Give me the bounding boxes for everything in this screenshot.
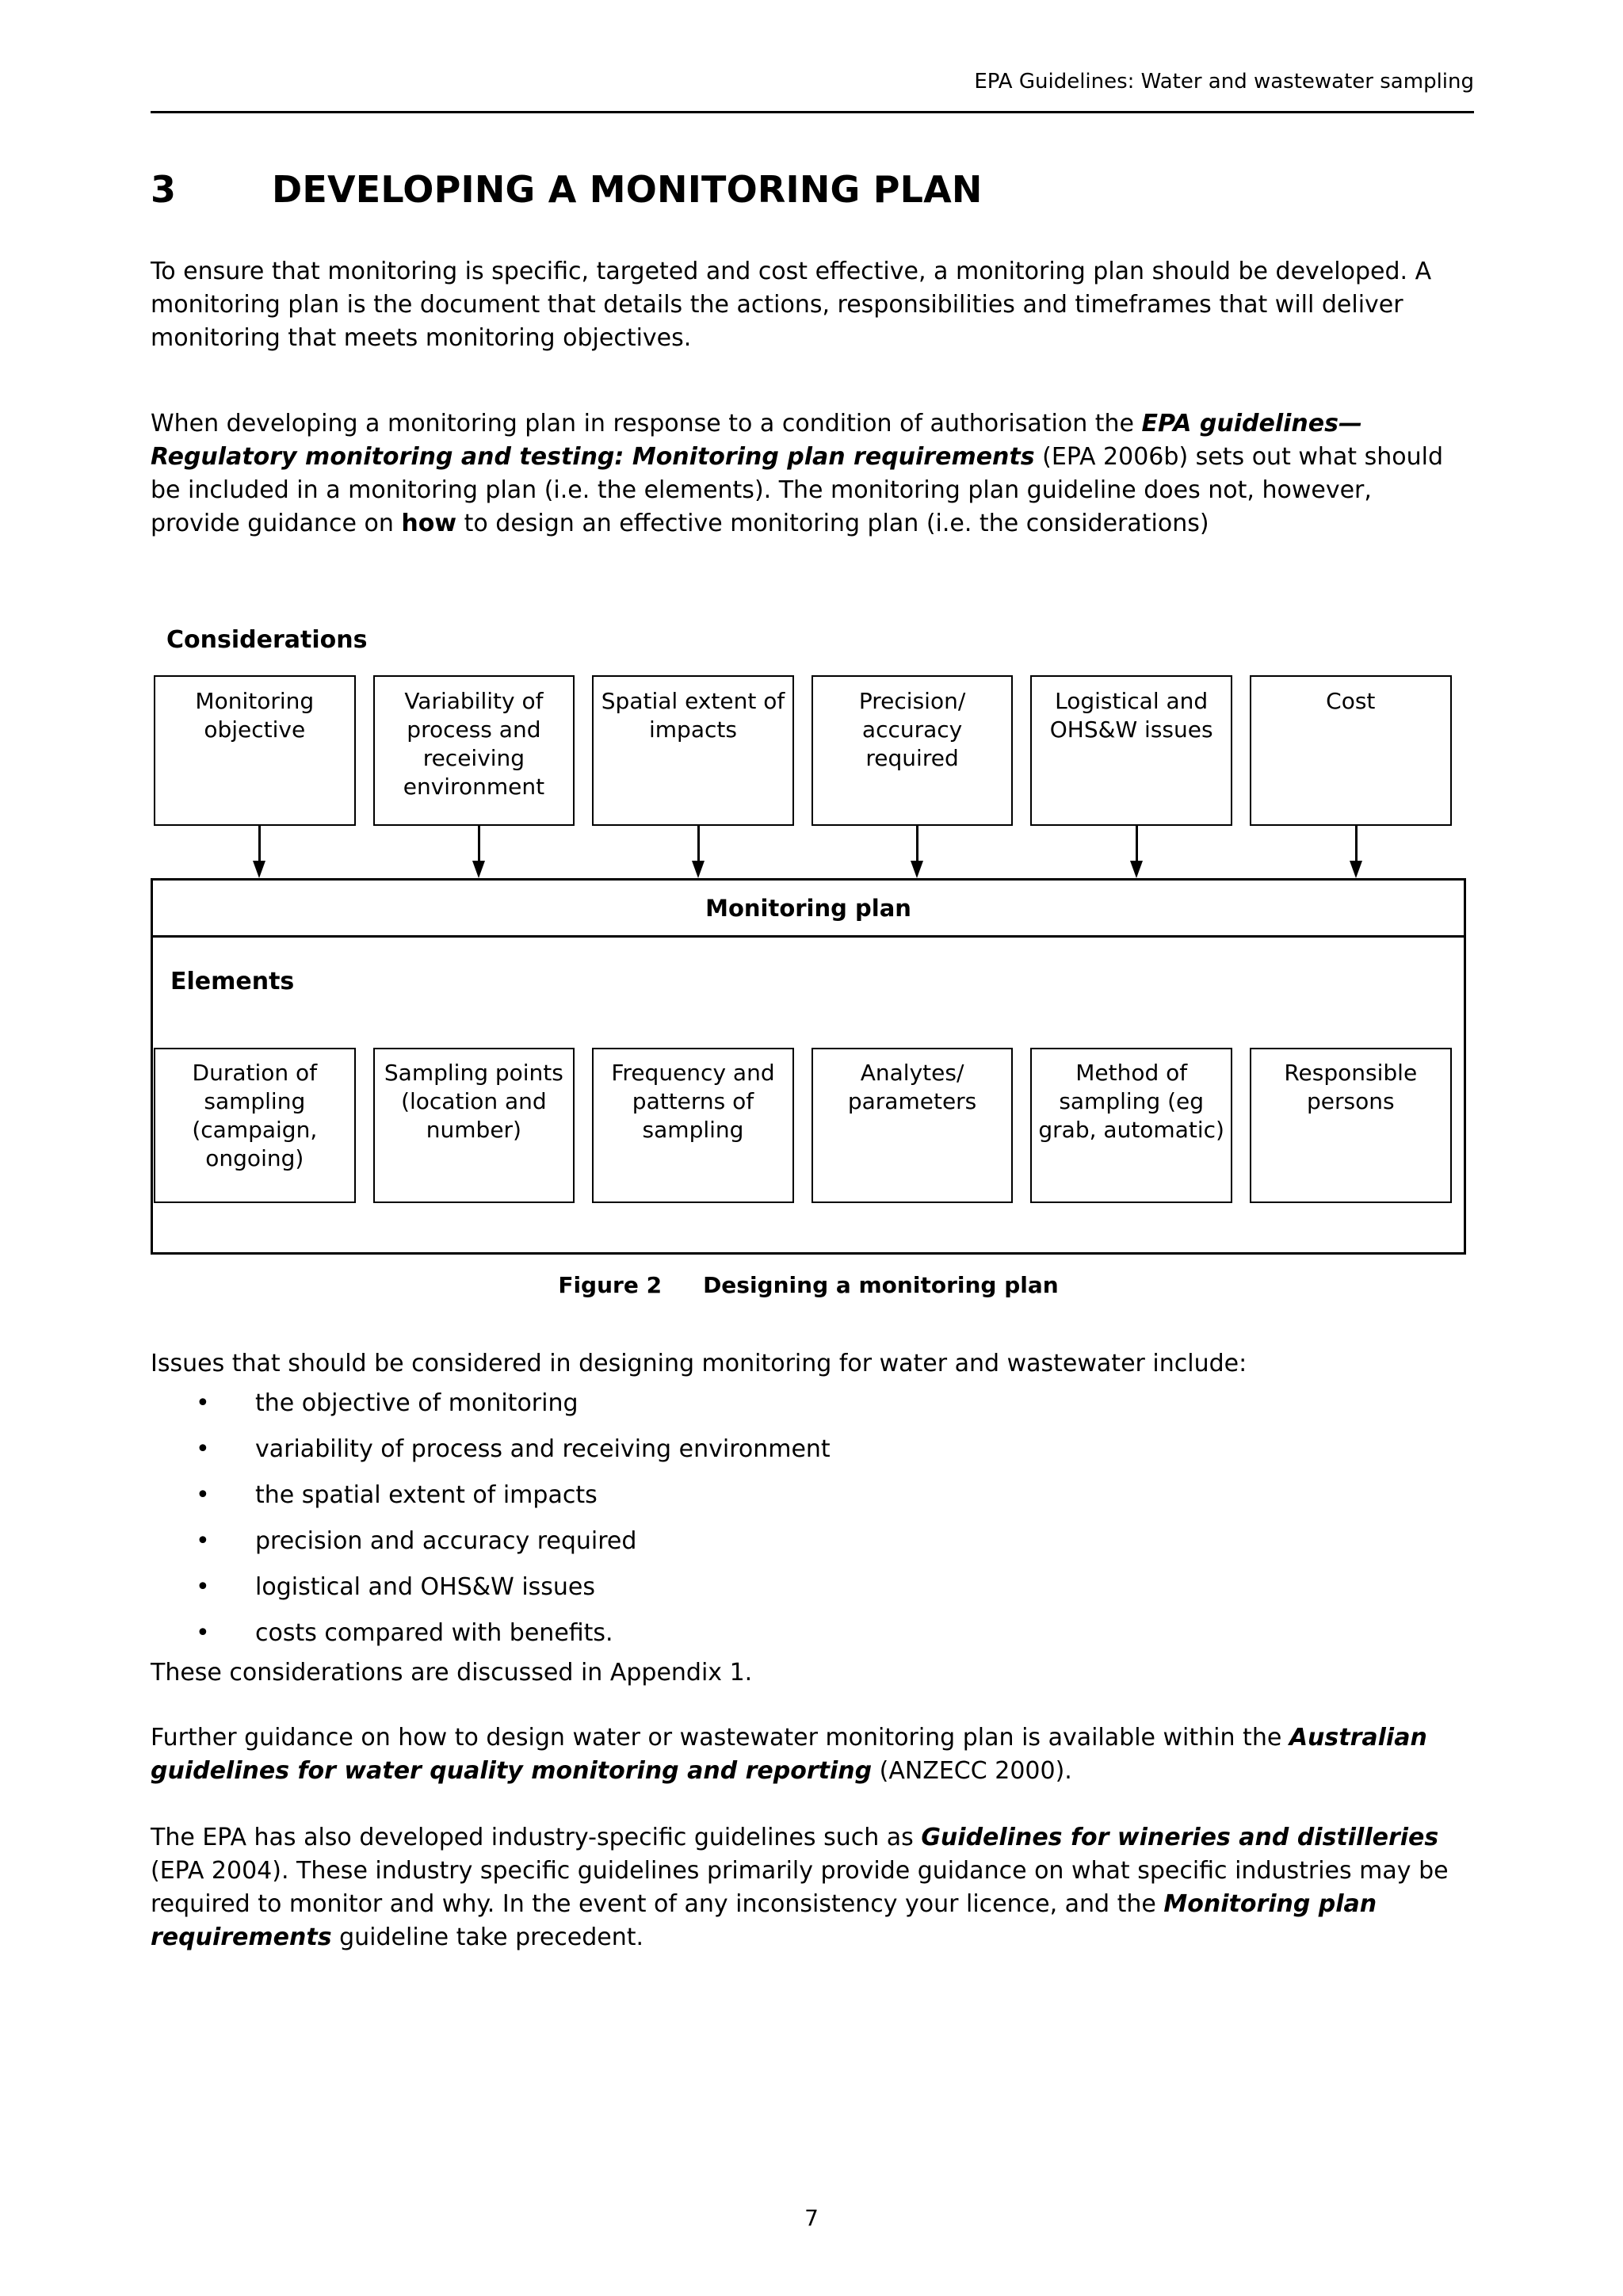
bullet-marker-icon: •	[196, 1619, 210, 1647]
ref-regulatory-monitoring: —Regulatory monitoring and testing: Monitoring plan requirements	[151, 410, 1362, 471]
consideration-label: Monitoring objective	[195, 688, 315, 743]
monitoring-plan-title: Monitoring plan	[153, 881, 1464, 938]
list-item	[151, 1525, 1458, 1558]
running-header: EPA Guidelines: Water and wastewater sampling	[974, 70, 1474, 94]
consideration-box-logistical-ohsw	[1030, 675, 1232, 826]
consideration-cell	[808, 675, 1028, 826]
bullet-marker-icon: •	[196, 1527, 210, 1555]
consideration-label: Logistical and OHS&W issues	[1049, 688, 1213, 743]
epa-lead: The EPA has also developed industry-specific guidelines such as	[151, 1824, 922, 1851]
element-box-method-of-sampling	[1030, 1048, 1232, 1203]
element-label: Method of sampling (eg grab, automatic)	[1038, 1060, 1224, 1143]
element-label: Duration of sampling (campaign, ongoing)	[192, 1060, 318, 1171]
consideration-box-precision-accuracy	[812, 675, 1014, 826]
element-cell	[1247, 1048, 1466, 1203]
list-item	[151, 1617, 1458, 1650]
consideration-cell	[589, 675, 808, 826]
consideration-box-monitoring-objective	[154, 675, 356, 826]
bullet-marker-icon: •	[196, 1389, 210, 1417]
further-lead: Further guidance on how to design water or wastewater monitoring plan is available within the	[151, 1724, 1289, 1752]
consideration-box-variability	[373, 675, 575, 826]
considerations-label: Considerations	[166, 626, 368, 654]
consideration-label: Variability of process and receiving environment	[403, 688, 545, 800]
figure-caption-text: Designing a monitoring plan	[703, 1272, 1059, 1298]
list-item	[151, 1433, 1458, 1466]
element-label: Frequency and patterns of sampling	[611, 1060, 775, 1143]
connector-arrows	[151, 826, 1466, 878]
down-arrow-icon	[1347, 826, 1365, 878]
para2-tail: to design an effective monitoring plan (i.e. the considerations)	[456, 510, 1209, 537]
page-title	[151, 168, 1474, 211]
bullet-marker-icon: •	[196, 1435, 210, 1463]
element-box-responsible-persons	[1250, 1048, 1452, 1203]
ref-monitoring-plan-requirements: Monitoring plan requirements	[151, 1890, 1377, 1951]
element-cell	[370, 1048, 590, 1203]
list-item	[151, 1571, 1458, 1604]
ref-wineries-distilleries: Guidelines for wineries and distilleries	[921, 1824, 1439, 1851]
figure-caption	[151, 1272, 1466, 1298]
element-cell	[1027, 1048, 1247, 1203]
list-item-label: logistical and OHS&W issues	[255, 1573, 596, 1601]
element-cell	[151, 1048, 370, 1203]
para2-mid: (EPA 2006b) sets out what should be included in a monitoring plan (i.e. the elements). The monitoring plan guideline does not, however, provide guidance on	[151, 443, 1443, 537]
considerations-bullet-list	[151, 1387, 1458, 1663]
consideration-box-cost	[1250, 675, 1452, 826]
down-arrow-icon	[689, 826, 707, 878]
list-item-label: precision and accuracy required	[255, 1527, 637, 1555]
elements-row	[151, 1048, 1466, 1203]
consideration-cell	[1027, 675, 1247, 826]
paragraph-appendix: These considerations are discussed in Appendix 1.	[151, 1659, 753, 1687]
list-item-label: the objective of monitoring	[255, 1389, 579, 1417]
epa-mid: (EPA 2004). These industry specific guidelines primarily provide guidance on what specific industries may be required to monitor and why. In the event of any inconsistency your licence, and the	[151, 1857, 1449, 1918]
section-number: 3	[151, 168, 177, 211]
epa-tail: guideline take precedent.	[331, 1924, 644, 1951]
consideration-label: Cost	[1326, 688, 1376, 714]
element-box-analytes-parameters	[812, 1048, 1014, 1203]
list-item	[151, 1387, 1458, 1420]
consideration-cell	[370, 675, 590, 826]
ref-epa-guidelines: EPA guidelines	[1141, 410, 1338, 437]
consideration-box-spatial-extent	[592, 675, 794, 826]
list-item-label: variability of process and receiving environment	[255, 1435, 831, 1463]
consideration-label: Precision/ accuracy required	[858, 688, 966, 771]
element-cell	[808, 1048, 1028, 1203]
list-item-label: the spatial extent of impacts	[255, 1481, 598, 1509]
page-number: 7	[804, 2205, 819, 2231]
element-box-sampling-points	[373, 1048, 575, 1203]
list-item-label: costs compared with benefits.	[255, 1619, 613, 1647]
bullet-marker-icon: •	[196, 1481, 210, 1509]
elements-label: Elements	[170, 968, 295, 995]
bullet-marker-icon: •	[196, 1573, 210, 1601]
down-arrow-icon	[250, 826, 268, 878]
element-label: Responsible persons	[1284, 1060, 1418, 1114]
paragraph-issues-lead: Issues that should be considered in designing monitoring for water and wastewater include:	[151, 1350, 1247, 1377]
section-title-text: DEVELOPING A MONITORING PLAN	[272, 168, 983, 211]
paragraph-authorisation	[151, 407, 1458, 541]
element-cell	[589, 1048, 808, 1203]
element-label: Sampling points (location and number)	[384, 1060, 563, 1143]
consideration-label: Spatial extent of impacts	[601, 688, 785, 743]
emphasis-how: how	[401, 510, 457, 537]
paragraph-intro: To ensure that monitoring is specific, targeted and cost effective, a monitoring plan should be developed. A monitoring plan is the document that details the actions, responsibilities and timeframes that will deliver monitoring that meets monitoring objectives.	[151, 258, 1432, 352]
paragraph-industry-guidelines	[151, 1821, 1458, 1954]
down-arrow-icon	[1128, 826, 1145, 878]
ref-anzecc-guidelines: Australian guidelines for water quality monitoring and reporting	[151, 1724, 1427, 1785]
consideration-cell	[1247, 675, 1466, 826]
figure-number: Figure 2	[558, 1272, 663, 1298]
para2-lead: When developing a monitoring plan in response to a condition of authorisation the	[151, 410, 1142, 437]
header-divider	[151, 111, 1474, 113]
down-arrow-icon	[908, 826, 926, 878]
list-item	[151, 1479, 1458, 1512]
considerations-row	[151, 675, 1466, 826]
down-arrow-icon	[470, 826, 487, 878]
further-tail: (ANZECC 2000).	[872, 1757, 1072, 1785]
element-box-frequency-and-patterns	[592, 1048, 794, 1203]
consideration-cell	[151, 675, 370, 826]
element-label: Analytes/ parameters	[847, 1060, 977, 1114]
element-box-duration-of-sampling	[154, 1048, 356, 1203]
paragraph-further-guidance	[151, 1721, 1458, 1788]
